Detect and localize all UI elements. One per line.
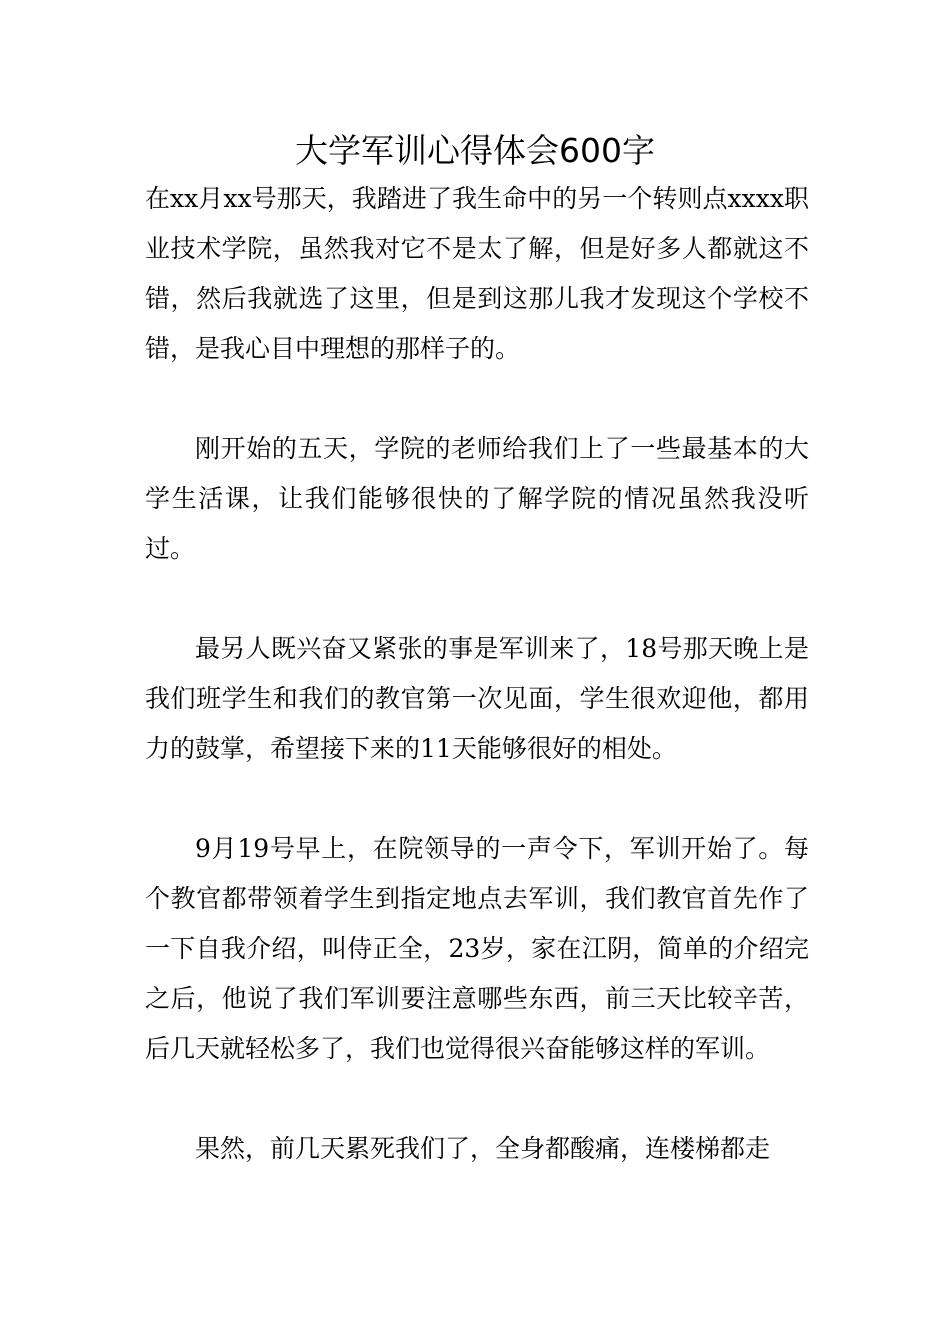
document-title: 大学军训心得体会600字 [295,131,655,170]
paragraph-5: 果然，前几天累死我们了，全身都酸痛，连楼梯都走 [195,1134,771,1163]
paragraph-2: 刚开始的五天，学院的老师给我们上了一些最基本的大学生活课，让我们能够很快的了解学院的情况虽然我没听过。 [145,434,809,563]
document-body [145,174,809,1174]
paragraph-3: 最另人既兴奋又紧张的事是军训来了，18号那天晚上是我们班学生和我们的教官第一次见面，学生很欢迎他，都用力的鼓掌，希望接下来的11天能够很好的相处。 [145,634,809,763]
paragraph-4: 9月19号早上，在院领导的一声令下，军训开始了。每个教官都带领着学生到指定地点去军训，我们教官首先作了一下自我介绍，叫侍正全，23岁，家在江阴，简单的介绍完之后，他说了我们军训要注意哪些东西，前三天比较辛苦，后几天就轻松多了，我们也觉得很兴奋能够这样的军训。 [145,834,809,1063]
paragraph-1: 在xx月xx号那天，我踏进了我生命中的另一个转则点xxxx职业技术学院，虽然我对它不是太了解，但是好多人都就这不错，然后我就选了这里，但是到这那儿我才发现这个学校不错，是我心目中理想的那样子的。 [145,184,809,363]
